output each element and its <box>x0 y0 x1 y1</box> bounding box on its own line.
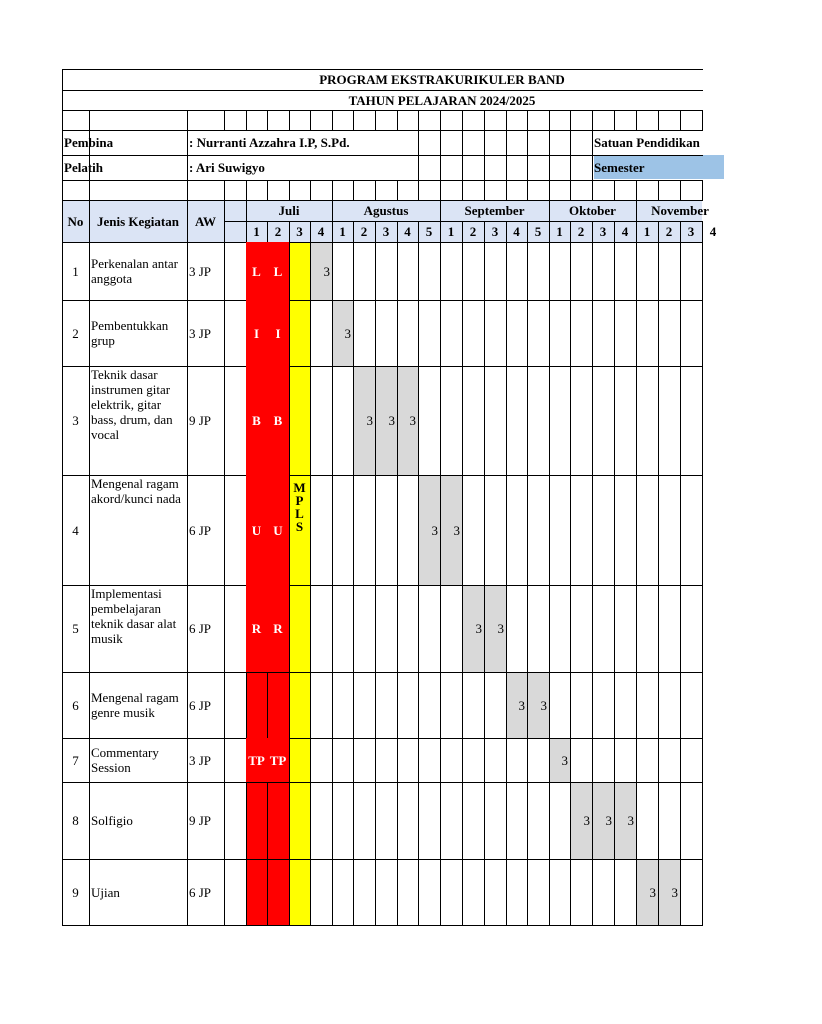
holiday-letter: R <box>246 585 267 672</box>
sheet-subtitle: TAHUN PELAJARAN 2024/2025 <box>348 92 536 108</box>
week-number: 3 <box>296 224 303 239</box>
holiday-letter: I <box>267 300 289 366</box>
week-number: 3 <box>491 224 499 239</box>
week-number: 4 <box>621 224 629 239</box>
week-number: 1 <box>253 224 260 239</box>
grid-vline <box>614 180 615 201</box>
mpls-band <box>289 242 310 925</box>
grid-hline <box>62 180 703 181</box>
holiday-letter: R <box>267 585 289 672</box>
grid-vline <box>549 242 550 926</box>
allocated-hours: 3 JP <box>189 263 212 279</box>
grid-vline <box>440 130 441 181</box>
grid-vline <box>224 242 225 926</box>
week-number: 3 <box>382 224 390 239</box>
holiday-letter: U <box>267 475 289 585</box>
grid-vline <box>397 110 398 131</box>
mpls-label <box>289 481 310 533</box>
grid-vline <box>418 110 419 131</box>
grid-vline <box>289 242 290 926</box>
header-aw: AW <box>195 213 216 229</box>
schedule-value: 3 <box>366 413 373 428</box>
activity-name: Implementasi pembelajaran teknik dasar alat musik <box>91 586 177 646</box>
grid-vline <box>375 242 376 926</box>
holiday-letter: L <box>246 242 267 300</box>
grid-vline <box>187 110 188 131</box>
grid-vline <box>527 110 528 131</box>
week-number: 2 <box>274 224 282 239</box>
week-number: 5 <box>425 224 433 239</box>
grid-hline <box>62 925 703 926</box>
schedule-value: 3 <box>649 884 656 900</box>
grid-vline <box>592 180 593 201</box>
grid-vline <box>440 180 441 201</box>
grid-vline <box>375 110 376 131</box>
schedule-value: 3 <box>605 813 612 828</box>
pembina-value: : Nurranti Azzahra I.P, S.Pd. <box>189 135 350 150</box>
grid-vline <box>462 110 463 131</box>
grid-vline <box>484 130 485 181</box>
pelatih-label: Pelatih <box>64 160 103 175</box>
activity-name: Commentary Session <box>91 745 159 775</box>
grid-vline <box>462 242 463 926</box>
week-number: 2 <box>360 224 368 239</box>
grid-vline <box>224 110 225 131</box>
row-number: 6 <box>72 697 79 713</box>
schedule-value: 3 <box>518 697 525 713</box>
grid-vline <box>527 130 528 181</box>
week-number: 1 <box>447 224 455 239</box>
grid-vline <box>89 110 90 131</box>
month-juli: Juli <box>278 203 300 218</box>
grid-hline <box>62 110 703 111</box>
schedule-value: 3 <box>561 752 568 768</box>
month-agustus: Agustus <box>363 203 409 218</box>
pembina-label: Pembina <box>64 135 114 150</box>
holiday-letter: TP <box>267 738 289 782</box>
grid-vline <box>506 180 507 201</box>
week-number: 2 <box>665 224 673 239</box>
week-number: 4 <box>317 224 325 239</box>
grid-vline <box>89 180 90 201</box>
grid-vline <box>702 110 703 131</box>
grid-vline <box>289 110 290 131</box>
week-number: 1 <box>339 224 346 239</box>
header-jenis: Jenis Kegiatan <box>97 213 179 229</box>
week-number: 3 <box>599 224 607 239</box>
schedule-value: 3 <box>627 813 634 828</box>
grid-vline <box>267 110 268 131</box>
grid-vline <box>570 110 571 131</box>
week-number: 4 <box>709 224 717 239</box>
schedule-value: 3 <box>323 263 330 279</box>
header-no: No <box>67 213 84 229</box>
semester-label: Semester <box>594 160 645 175</box>
week-number: 4 <box>404 224 411 239</box>
grid-vline <box>636 242 637 926</box>
grid-vline <box>592 110 593 131</box>
allocated-hours: 3 JP <box>189 752 212 768</box>
grid-vline <box>527 242 528 926</box>
grid-vline <box>570 130 571 181</box>
allocated-hours: 6 JP <box>189 621 212 636</box>
grid-vline <box>506 110 507 131</box>
grid-vline <box>680 110 681 131</box>
week-number: 3 <box>687 224 695 239</box>
grid-vline <box>462 130 463 181</box>
grid-vline <box>375 180 376 201</box>
grid-vline <box>289 180 290 201</box>
holiday-letter: TP <box>246 738 267 782</box>
grid-vline <box>636 110 637 131</box>
allocated-hours: 6 JP <box>189 522 212 538</box>
grid-vline <box>397 242 398 926</box>
grid-vline <box>224 200 225 243</box>
schedule-value: 3 <box>344 325 351 341</box>
grid-vline <box>658 242 659 926</box>
grid-vline <box>353 110 354 131</box>
activity-name: Mengenal ragam genre musik <box>91 690 179 720</box>
row-number: 5 <box>72 621 79 636</box>
month-september: September <box>464 203 525 218</box>
month-oktober: Oktober <box>569 203 616 218</box>
grid-vline <box>680 180 681 201</box>
schedule-value: 3 <box>388 413 395 428</box>
grid-vline <box>224 180 225 201</box>
grid-vline <box>267 180 268 201</box>
holiday-letter: B <box>267 366 289 475</box>
grid-vline <box>418 180 419 201</box>
row-number: 9 <box>72 884 79 900</box>
activity-name: Perkenalan antar anggota <box>91 256 178 286</box>
allocated-hours: 9 JP <box>189 413 212 428</box>
schedule-value: 3 <box>409 413 416 428</box>
row-number: 3 <box>72 413 79 428</box>
grid-vline <box>570 180 571 201</box>
week-number: 2 <box>469 224 477 239</box>
grid-vline <box>658 110 659 131</box>
schedule-value: 3 <box>475 621 482 636</box>
grid-vline <box>310 110 311 131</box>
week-number: 1 <box>643 224 651 239</box>
grid-vline <box>680 242 681 926</box>
row-number: 2 <box>72 325 79 341</box>
grid-vline <box>353 242 354 926</box>
allocated-hours: 3 JP <box>189 325 212 341</box>
grid-vline <box>636 180 637 201</box>
activity-name: Pembentukkan grup <box>91 318 169 348</box>
row-number: 4 <box>72 522 79 538</box>
row-number: 1 <box>72 263 79 279</box>
mpls-letter: S <box>295 519 304 534</box>
allocated-hours: 9 JP <box>189 813 212 828</box>
grid-vline <box>246 110 247 131</box>
allocated-hours: 6 JP <box>189 884 212 900</box>
grid-vline <box>702 242 703 926</box>
schedule-value: 3 <box>431 522 438 538</box>
sheet-title: PROGRAM EKSTRAKURIKULER BAND <box>319 72 565 87</box>
grid-vline <box>484 110 485 131</box>
grid-vline <box>187 180 188 201</box>
week-number: 2 <box>577 224 585 239</box>
schedule-value: 3 <box>583 813 590 828</box>
grid-vline <box>462 180 463 201</box>
grid-vline <box>418 130 419 181</box>
grid-vline <box>549 110 550 131</box>
grid-vline <box>310 180 311 201</box>
activity-name: Ujian <box>91 884 120 900</box>
activity-name: Mengenal ragam akord/kunci nada <box>91 476 181 506</box>
schedule-value: 3 <box>540 697 547 713</box>
grid-vline <box>310 242 311 926</box>
grid-vline <box>702 180 703 201</box>
grid-vline <box>246 180 247 201</box>
mpls-letter: L <box>295 506 304 521</box>
week-number: 1 <box>556 224 563 239</box>
grid-vline <box>658 180 659 201</box>
grid-vline <box>549 130 550 181</box>
grid-vline <box>397 180 398 201</box>
row-number: 8 <box>72 813 79 828</box>
holiday-letter: I <box>246 300 267 366</box>
satuan-label: Satuan Pendidikan <box>594 135 700 150</box>
schedule-value: 3 <box>453 522 460 538</box>
schedule-value: 3 <box>671 884 678 900</box>
grid-vline <box>549 180 550 201</box>
grid-vline <box>484 242 485 926</box>
week-number: 5 <box>534 224 542 239</box>
holiday-letter: L <box>267 242 289 300</box>
grid-vline <box>332 110 333 131</box>
activity-name: Solfigio <box>91 813 133 828</box>
activity-name: Teknik dasar instrumen gitar elektrik, gitar bass, drum, dan vocal <box>91 367 173 442</box>
spreadsheet <box>62 69 717 925</box>
month-november: November <box>651 203 709 218</box>
grid-vline <box>614 110 615 131</box>
grid-vline <box>506 242 507 926</box>
grid-vline <box>527 180 528 201</box>
mpls-letter: P <box>295 493 304 508</box>
grid-vline <box>353 180 354 201</box>
grid-vline <box>332 180 333 201</box>
grid-vline <box>506 130 507 181</box>
week-number: 4 <box>513 224 520 239</box>
schedule-value: 3 <box>497 621 504 636</box>
allocated-hours: 6 JP <box>189 697 212 713</box>
grid-vline <box>440 110 441 131</box>
holiday-letter: U <box>246 475 267 585</box>
row-number: 7 <box>72 752 79 768</box>
holiday-letter: B <box>246 366 267 475</box>
pelatih-value: : Ari Suwigyo <box>189 160 265 175</box>
mpls-letter: M <box>293 480 306 495</box>
grid-vline <box>484 180 485 201</box>
